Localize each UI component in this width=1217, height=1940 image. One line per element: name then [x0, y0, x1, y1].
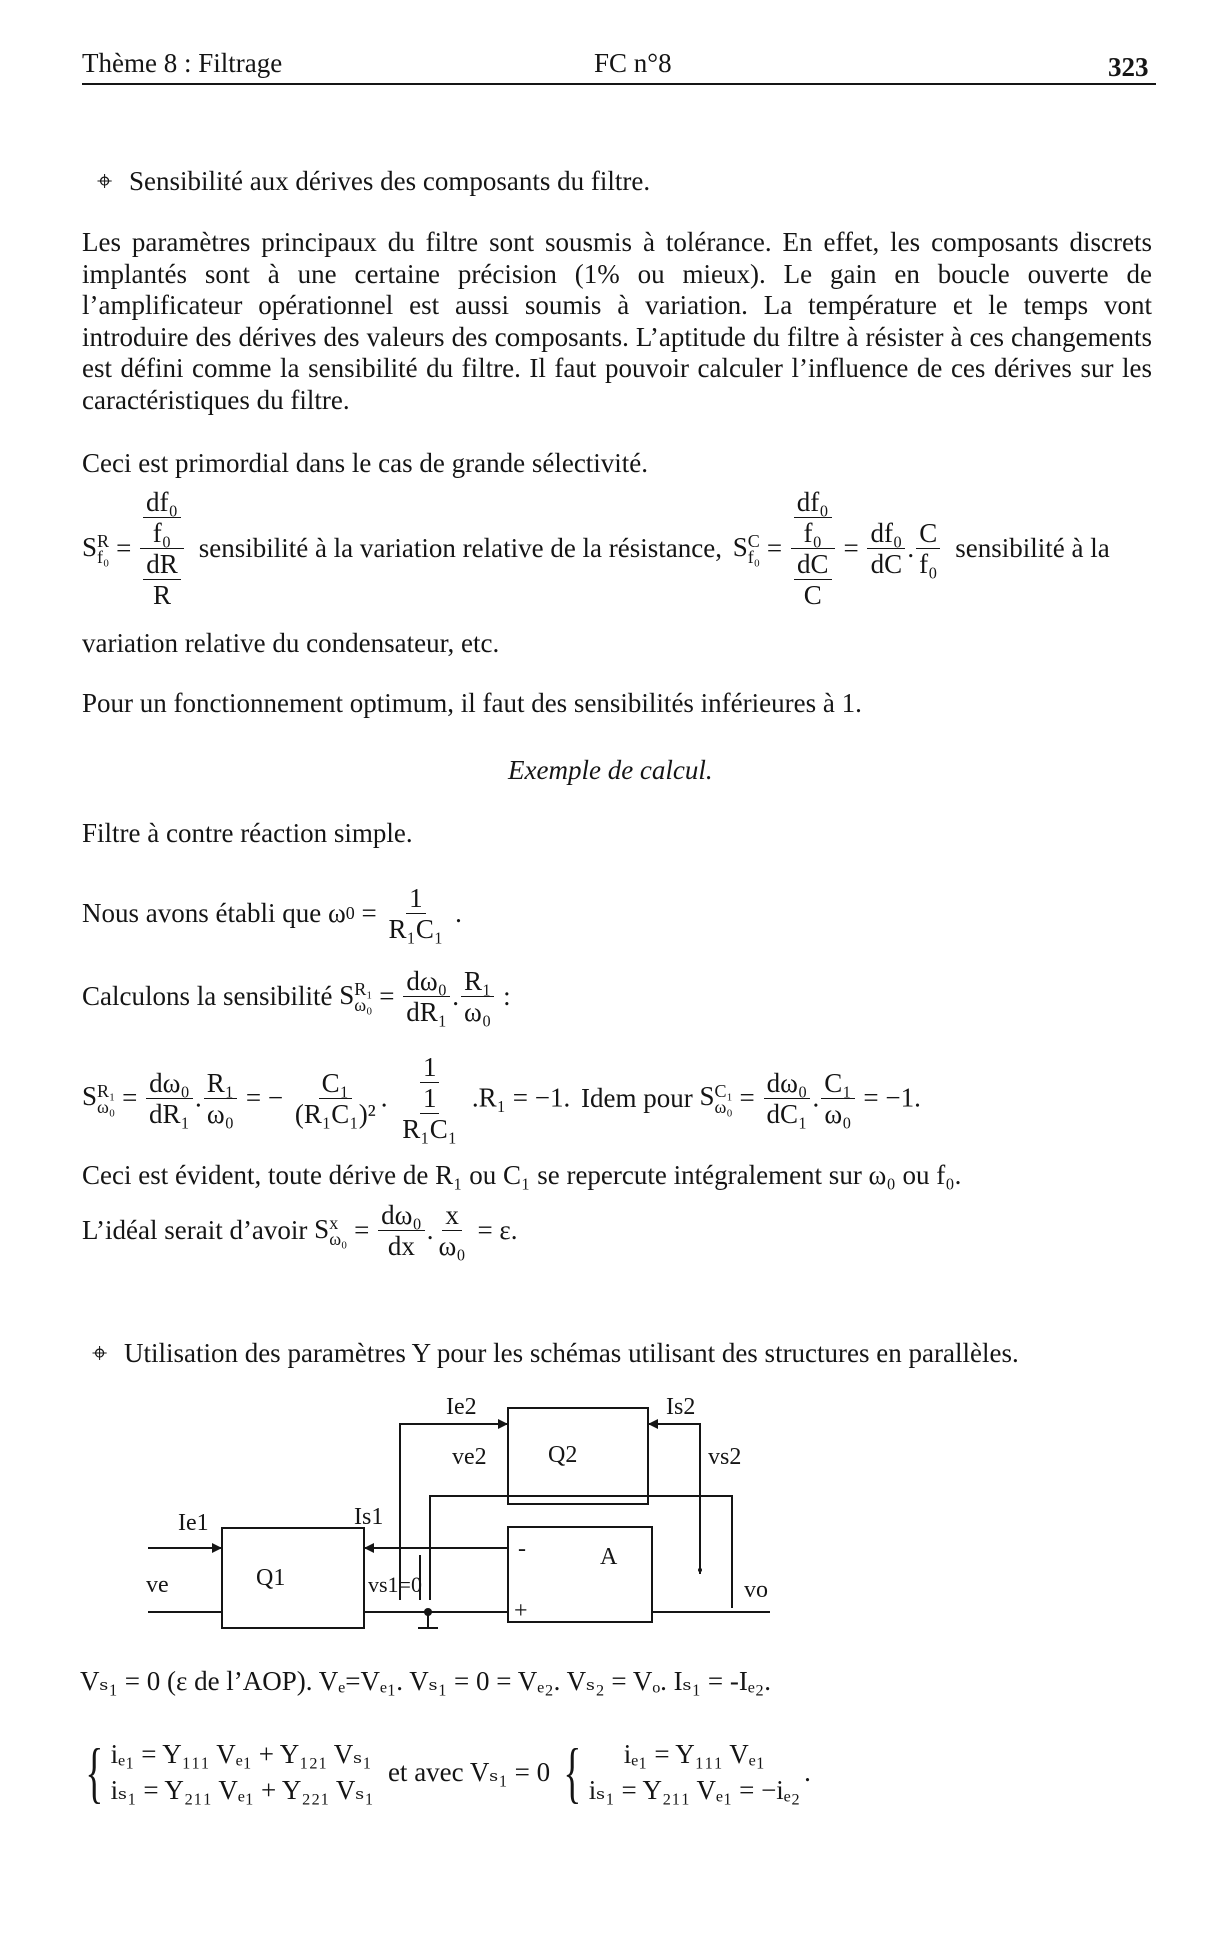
num-dw0: dω₀ — [146, 1068, 193, 1099]
primordial-text: Ceci est primordial dans le cas de grande sélectivité. — [82, 448, 649, 478]
den-dC: dC — [870, 549, 903, 579]
evident-text: Ceci est évident, toute dérive de R₁ ou C₁ se repercute intégralement sur ω₀ ou f₀. — [82, 1160, 962, 1190]
num-C: C — [916, 518, 940, 549]
symbol-S: S — [314, 1213, 330, 1244]
num-one: 1 — [420, 1083, 440, 1114]
avec-text: et avec Vₛ₁ = 0 — [387, 1756, 551, 1787]
den-R1C1-sq: (R₁C₁)² — [294, 1098, 376, 1129]
num-R1: R₁ — [204, 1068, 237, 1099]
num-df0: df₀ — [143, 487, 181, 518]
num-df0: df₀ — [794, 487, 832, 518]
section2-title: Utilisation des paramètres Y pour les schémas utilisant des structures en parallèles. — [123, 1338, 1019, 1368]
junction-dot — [424, 1608, 432, 1616]
sub-w0: ω₀ — [329, 1229, 348, 1250]
den-C: C — [803, 580, 822, 610]
arrow-ie2 — [498, 1419, 508, 1429]
section1-heading — [97, 166, 650, 197]
sup-R: R — [97, 531, 110, 552]
den-f0: f₀ — [152, 518, 172, 548]
sens-R-text: sensibilité à la variation relative de la résistance, — [198, 533, 722, 563]
omega0-definition: Nous avons établi que ω0 = $\frac{1}{\text{R₁C₁}}$ . — [82, 883, 462, 944]
calculons-text: Calculons la sensibilité — [82, 981, 333, 1011]
sens-C-text: sensibilité à la — [955, 533, 1110, 563]
num-dw0: dω₀ — [378, 1200, 425, 1231]
sup-R1: R₁ — [97, 1080, 116, 1101]
opamp-box — [508, 1527, 652, 1622]
section1-paragraph: Les paramètres principaux du filtre sont sousmis à tolérance. En effet, les composants discrets implantés sont à une certaine précision (1% ou mieux). Le gain en boucle ouverte de l’amplificateur opérationnel est aussi soumis à variation. La température et le temps vont introduire des dérives des valeurs des composants. L’aptitude du filtre à résister à ces changements est défini comme la sensibilité du filtre. Il faut pouvoir calculer l’influence de ces dérives sur les caractéristiques du filtre. — [82, 227, 1152, 415]
sub-w0: ω₀ — [714, 1096, 733, 1117]
arrow-is2 — [648, 1419, 658, 1429]
brace-left-1: { — [85, 1734, 104, 1810]
num-dw0: dω₀ — [764, 1068, 811, 1099]
den-f0: f₀ — [919, 549, 938, 579]
calculons-formula: Calculons la sensibilité S R₁ ω₀ = $\frac{\text{dω₀}}{\text{dR₁}}$ . $\frac{\text{R₁}}{\text{ω₀}}$ : — [82, 966, 511, 1027]
header-fc: FC n°8 — [594, 48, 672, 78]
label-is1: Is1 — [354, 1504, 384, 1530]
den-w0: ω₀ — [206, 1098, 235, 1129]
ideal-text: L’idéal serait d’avoir — [82, 1215, 308, 1245]
sub-w0: ω₀ — [354, 995, 373, 1016]
filtre-text: Filtre à contre réaction simple. — [82, 818, 413, 848]
header-rule — [82, 83, 1156, 85]
num-dC: dC — [794, 549, 832, 580]
sup-x: x — [329, 1213, 339, 1234]
label-ve2: ve2 — [452, 1444, 487, 1470]
den-dR1: dR₁ — [406, 997, 448, 1027]
num-R1: R₁ — [461, 966, 494, 997]
example-title: Exemple de calcul. — [508, 755, 713, 785]
sys1-line2: iₛ₁ = Y₂₁₁ Vₑ₁ + Y₂₂₁ Vₛ₁ — [110, 1775, 374, 1805]
sub-w0: ω₀ — [97, 1096, 116, 1117]
label-ve: ve — [146, 1572, 169, 1598]
section2-heading — [92, 1338, 1019, 1369]
num-x: x — [442, 1200, 462, 1231]
compound-fraction-R — [140, 487, 184, 610]
label-opamp-a: A — [600, 1544, 618, 1570]
num-dw0: dω₀ — [403, 966, 450, 997]
label-opamp-minus: - — [518, 1536, 526, 1562]
derivation-formula: S R₁ ω₀ = $\frac{\text{dω₀}}{\text{dR₁}}$ . $\frac{\text{R₁}}{\text{ω₀}}$ = − $\frac{\text{C₁}}{\text{(R₁C₁)²}}$ . $\frac{1}{\frac{1}{\text{R₁C₁}}}$ .R₁ = −1. Idem pour S C₁ ω₀ = $\frac{\text{dω₀}}{\text{dC₁}}$ . $\frac{\text{C₁}}{\text{ω₀}}$ = −1. — [82, 1052, 921, 1144]
label-ie1: Ie1 — [178, 1510, 209, 1536]
label-opamp-plus: + — [514, 1598, 528, 1624]
sup-C1: C₁ — [714, 1080, 733, 1101]
nous-avons-text: Nous avons établi que — [82, 898, 322, 928]
sup-R1: R₁ — [354, 979, 373, 1000]
q2-box — [508, 1408, 648, 1504]
sys2-line1: iₑ₁ = Y₁₁₁ Vₑ₁ — [623, 1739, 766, 1769]
den-w0: ω₀ — [438, 1231, 466, 1261]
section1-title: Sensibilité aux dérives des composants du filtre. — [128, 166, 651, 196]
den-R1C1: R₁C₁ — [402, 1114, 458, 1144]
symbol-S: S — [699, 1081, 715, 1112]
compound-fraction-C — [791, 487, 835, 610]
sub-f0: f₀ — [747, 547, 761, 568]
num-one: 1 — [420, 1052, 440, 1083]
den-dC1: dC₁ — [766, 1098, 808, 1129]
times-R1-eq: .R₁ = −1. — [471, 1082, 571, 1113]
label-q2: Q2 — [548, 1442, 578, 1468]
label-q1: Q1 — [256, 1565, 286, 1591]
den-w0: ω₀ — [824, 1098, 852, 1129]
eq-minus-one: = −1. — [863, 1082, 921, 1113]
label-ie2: Ie2 — [446, 1394, 477, 1420]
crosshair-bullet-icon: ⌖ — [92, 1338, 108, 1368]
ideal-formula: L’idéal serait d’avoir S x ω₀ = $\frac{\text{dω₀}}{dx}$ . $\frac{x}{\text{ω₀}}$ = ε. — [82, 1200, 518, 1261]
sys1-line1: iₑ₁ = Y₁₁₁ Vₑ₁ + Y₁₂₁ Vₛ₁ — [110, 1739, 372, 1769]
variation-text: variation relative du condensateur, etc. — [82, 628, 500, 658]
den-f0: f₀ — [803, 518, 822, 548]
den-R1C1: R₁C₁ — [388, 914, 444, 944]
label-is2: Is2 — [666, 1394, 696, 1420]
idem-text: Idem pour — [581, 1082, 693, 1113]
sensitivity-R-formula: S R f₀ = $\frac{\frac{\text{df₀}}{\text{f₀}}}{\frac{dR}{R}}$ sensibilité à la variation relative de la résistance, S C f₀ = $\frac{\frac{\text{df₀}}{\text{f₀}}}{\frac{dC}{C}}$ = $\frac{\text{df₀}}{dC}$ . $\frac{C}{\text{f₀}}$ sensibilité à la — [82, 487, 1110, 610]
symbol-S: S — [732, 531, 748, 562]
den-w0: ω₀ — [464, 997, 492, 1027]
equation-systems — [78, 1736, 811, 1808]
wire-is2 — [648, 1424, 700, 1574]
arrow-ie1 — [212, 1543, 222, 1553]
wire-ve2 — [430, 1496, 732, 1608]
den-dR1: dR₁ — [149, 1098, 190, 1129]
page-number: 323 — [1108, 52, 1149, 82]
num-dR: dR — [143, 549, 181, 580]
relations-text: Vₛ₁ = 0 (ε de l’AOP). Vₑ=Vₑ₁. Vₛ₁ = 0 = Vₑ₂. Vₛ₂ = Vₒ. Iₛ₁ = -Iₑ₂. — [80, 1666, 771, 1696]
q1-box — [222, 1528, 364, 1628]
sub-f0: f₀ — [97, 547, 110, 568]
num-C1: C₁ — [821, 1068, 854, 1099]
symbol-S: S — [82, 1081, 98, 1112]
eq-epsilon: = ε. — [477, 1215, 518, 1245]
circuit-diagram — [0, 1380, 1217, 1640]
num-one: 1 — [406, 883, 426, 914]
symbol-S: S — [82, 531, 98, 562]
output-dot — [698, 1568, 702, 1572]
label-vo: vo — [744, 1577, 768, 1603]
symbol-S: S — [339, 979, 355, 1010]
final-dot: . — [804, 1756, 811, 1787]
label-vs2: vs2 — [708, 1444, 742, 1470]
compound-fraction-inverse — [396, 1052, 463, 1144]
den-dx: dx — [387, 1231, 415, 1261]
sys2-line2: iₛ₁ = Y₂₁₁ Vₑ₁ = −iₑ₂ — [588, 1775, 801, 1805]
brace-left-2: { — [563, 1734, 582, 1810]
den-R: R — [152, 580, 171, 610]
optimum-text: Pour un fonctionnement optimum, il faut des sensibilités inférieures à 1. — [82, 688, 862, 718]
label-vs1: vs1=0 — [368, 1572, 422, 1597]
header-theme: Thème 8 : Filtrage — [82, 48, 283, 78]
num-df0: df₀ — [867, 518, 905, 549]
sup-C: C — [747, 531, 760, 552]
num-C1: C₁ — [319, 1068, 352, 1099]
crosshair-bullet-icon: ⌖ — [97, 166, 113, 196]
arrow-is1 — [364, 1543, 374, 1553]
